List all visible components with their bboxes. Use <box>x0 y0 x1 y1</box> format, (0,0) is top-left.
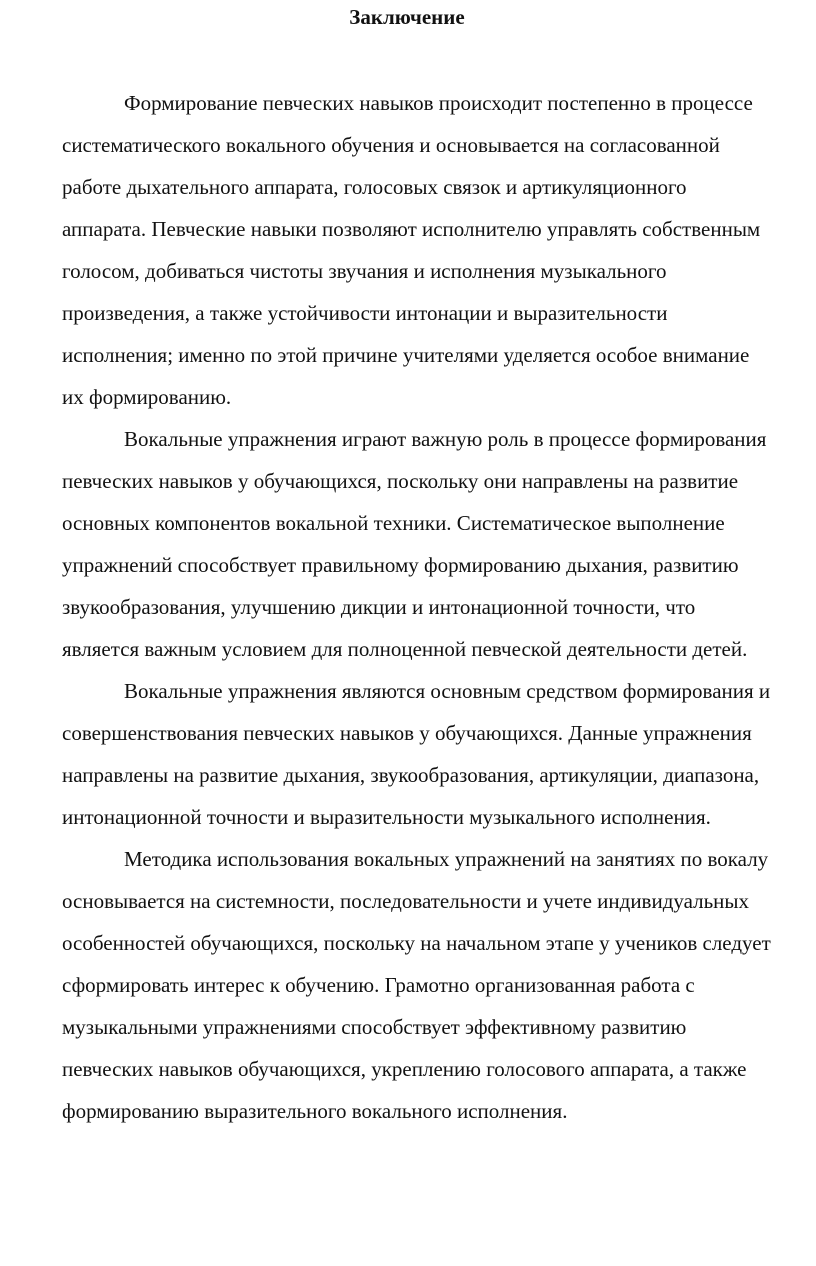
document-title: Заключение <box>349 5 465 29</box>
paragraph-line: формированию выразительного вокального исполнения. <box>62 1099 568 1123</box>
paragraph-4 <box>0 838 814 1132</box>
paragraph-line: их формированию. <box>62 385 232 409</box>
paragraph-line: является важным условием для полноценной певческой деятельности детей. <box>62 637 748 661</box>
paragraph-line: работе дыхательного аппарата, голосовых связок и артикуляционного <box>62 175 687 199</box>
paragraph-2 <box>0 418 814 670</box>
paragraph-line: Вокальные упражнения играют важную роль в процессе формирования <box>124 427 767 451</box>
paragraph-line: голосом, добиваться чистоты звучания и исполнения музыкального <box>62 259 667 283</box>
paragraph-line: аппарата. Певческие навыки позволяют исполнителю управлять собственным <box>62 217 761 241</box>
paragraph-line: интонационной точности и выразительности музыкального исполнения. <box>62 805 711 829</box>
paragraph-line: Вокальные упражнения являются основным средством формирования и <box>124 679 771 703</box>
paragraph-line: направлены на развитие дыхания, звукообразования, артикуляции, диапазона, <box>62 763 760 787</box>
paragraph-line: Формирование певческих навыков происходит постепенно в процессе <box>124 91 753 115</box>
paragraph-3 <box>0 670 814 838</box>
paragraph-line: сформировать интерес к обучению. Грамотно организованная работа с <box>62 973 695 997</box>
document-body <box>0 82 814 1132</box>
paragraph-line: музыкальными упражнениями способствует эффективному развитию <box>62 1015 687 1039</box>
paragraph-line: звукообразования, улучшению дикции и интонационной точности, что <box>62 595 696 619</box>
paragraph-line: совершенствования певческих навыков у обучающихся. Данные упражнения <box>62 721 752 745</box>
paragraph-line: исполнения; именно по этой причине учителями уделяется особое внимание <box>62 343 750 367</box>
paragraph-line: произведения, а также устойчивости интонации и выразительности <box>62 301 668 325</box>
paragraph-line: основывается на системности, последовательности и учете индивидуальных <box>62 889 750 913</box>
paragraph-line: певческих навыков обучающихся, укреплению голосового аппарата, а также <box>62 1057 747 1081</box>
paragraph-line: основных компонентов вокальной техники. Систематическое выполнение <box>62 511 725 535</box>
paragraph-line: упражнений способствует правильному формированию дыхания, развитию <box>62 553 739 577</box>
paragraph-line: систематического вокального обучения и основывается на согласованной <box>62 133 720 157</box>
paragraph-1 <box>0 82 814 418</box>
paragraph-line: певческих навыков у обучающихся, поскольку они направлены на развитие <box>62 469 739 493</box>
paragraph-line: особенностей обучающихся, поскольку на начальном этапе у учеников следует <box>62 931 771 955</box>
paragraph-line: Методика использования вокальных упражнений на занятиях по вокалу <box>124 847 769 871</box>
